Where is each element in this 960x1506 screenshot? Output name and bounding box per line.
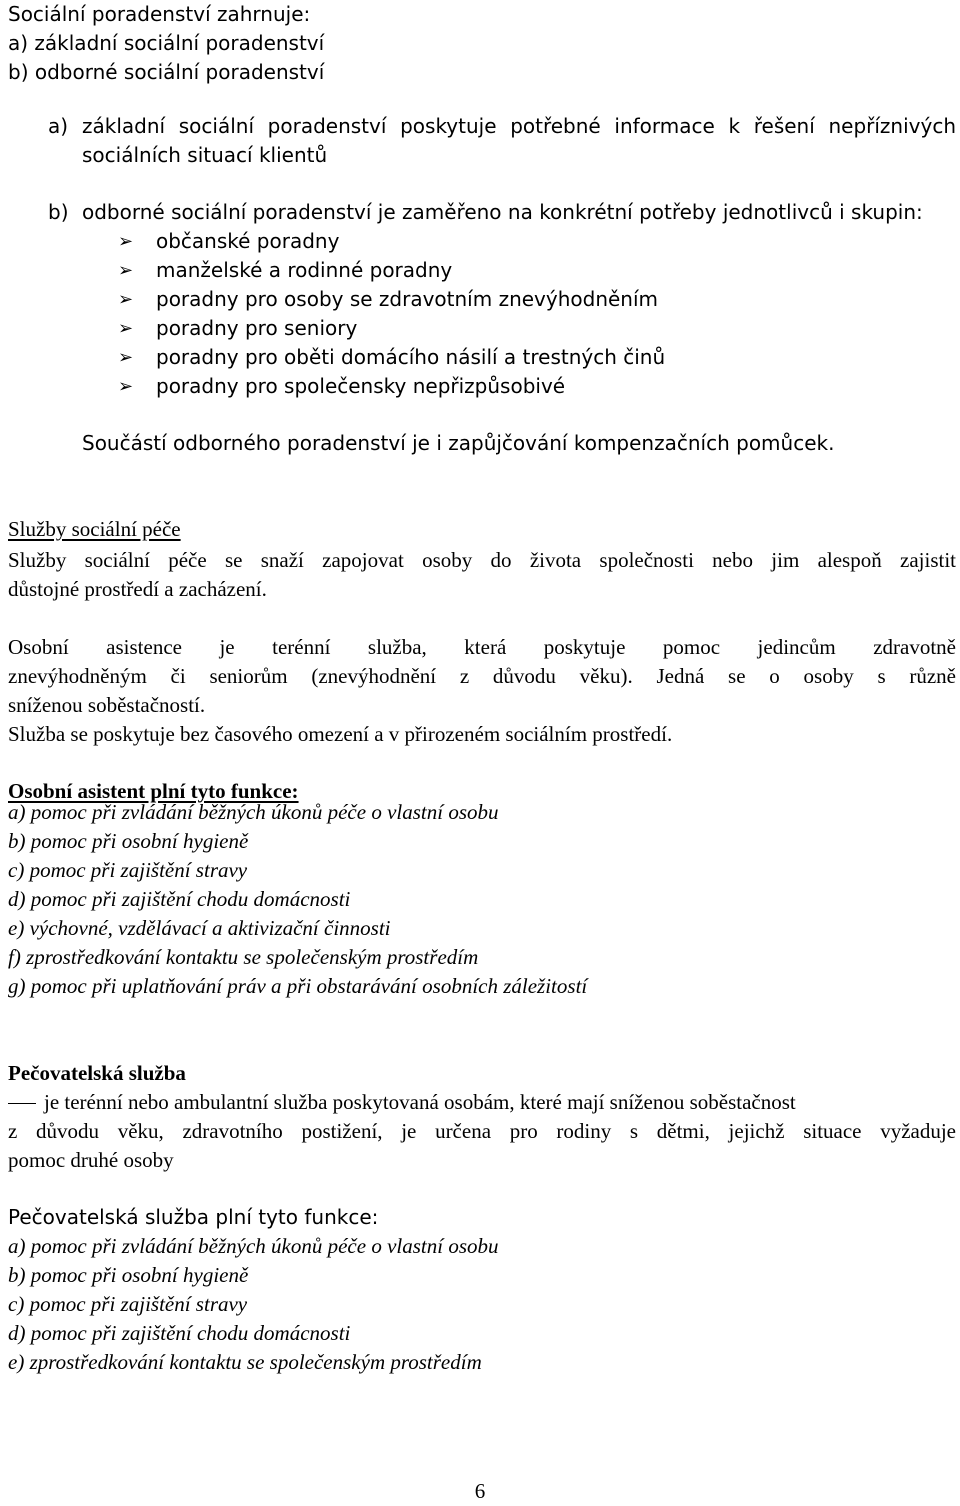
list-item: a) pomoc při zvládání běžných úkonů péče o vlastní osobu: [8, 1234, 499, 1258]
page-number: 6: [474, 1479, 486, 1503]
arrowhead-bullet-icon: ➢: [118, 289, 134, 309]
list-item: a) pomoc při zvládání běžných úkonů péče o vlastní osobu: [8, 800, 499, 824]
care-services-line-1: Služby sociální péče se snaží zapojovat osoby do života společnosti nebo jim alespoň zajistit: [8, 548, 956, 572]
arrowhead-bullet-icon: ➢: [118, 231, 134, 251]
list-item: d) pomoc při zajištění chodu domácnosti: [8, 1321, 351, 1345]
basic-line-2: sociálních situací klientů: [82, 143, 328, 167]
list-item: poradny pro osoby se zdravotním znevýhodněním: [156, 287, 659, 311]
intro-item-a: a) základní sociální poradenství: [8, 31, 325, 55]
list-item: e) zprostředkování kontaktu se společenským prostředím: [8, 1350, 482, 1374]
list-item: poradny pro seniory: [156, 316, 358, 340]
list-item: d) pomoc při zajištění chodu domácnosti: [8, 887, 351, 911]
list-item: b) pomoc při osobní hygieně: [8, 1263, 249, 1287]
care-services-heading: Služby sociální péče: [8, 517, 181, 541]
care-service-line-1: [8, 1088, 956, 1117]
arrowhead-bullet-icon: ➢: [118, 318, 134, 338]
care-service-line-1-text: je terénní nebo ambulantní služba poskytovaná osobám, které mají sníženou soběstačnost: [44, 1090, 796, 1114]
arrowhead-bullet-icon: ➢: [118, 376, 134, 396]
professional-note: Součástí odborného poradenství je i zapůjčování kompenzačních pomůcek.: [82, 431, 835, 455]
assistance-line-4: Služba se poskytuje bez časového omezení a v přirozeném sociálním prostředí.: [8, 722, 673, 746]
care-services-line-2: důstojné prostředí a zacházení.: [8, 577, 267, 601]
list-item: manželské a rodinné poradny: [156, 258, 453, 282]
basic-label: a): [48, 114, 69, 138]
assistant-functions-heading: Osobní asistent plní tyto funkce:: [8, 779, 299, 803]
list-item: c) pomoc při zajištění stravy: [8, 858, 248, 882]
arrowhead-bullet-icon: ➢: [118, 347, 134, 367]
list-item: c) pomoc při zajištění stravy: [8, 1292, 248, 1316]
assistance-line-1: Osobní asistence je terénní služba, která poskytuje pomoc jedincům zdravotně: [8, 635, 956, 659]
list-item: občanské poradny: [156, 229, 340, 253]
professional-line-1: odborné sociální poradenství je zaměřeno na konkrétní potřeby jednotlivců i skupin:: [82, 200, 923, 224]
care-service-line-2: z důvodu věku, zdravotního postižení, je určena pro rodiny s dětmi, jejichž situace vyžaduje: [8, 1119, 956, 1143]
list-item: f) zprostředkování kontaktu se společenským prostředím: [8, 945, 479, 969]
assistance-line-2: znevýhodněným či seniorům (znevýhodnění z důvodu věku). Jedná se o osoby s různě: [8, 664, 956, 688]
intro-title: Sociální poradenství zahrnuje:: [8, 2, 311, 26]
list-item: e) výchovné, vzdělávací a aktivizační činnosti: [8, 916, 391, 940]
care-service-functions-heading: Pečovatelská služba plní tyto funkce:: [8, 1205, 379, 1229]
assistance-line-3: sníženou soběstačností.: [8, 693, 206, 717]
professional-label: b): [48, 200, 69, 224]
list-item: b) pomoc při osobní hygieně: [8, 829, 249, 853]
dash-icon: [8, 1103, 36, 1104]
care-service-line-3: pomoc druhé osoby: [8, 1148, 174, 1172]
list-item: g) pomoc při uplatňování práv a při obstarávání osobních záležitostí: [8, 974, 588, 998]
basic-line-1: základní sociální poradenství poskytuje potřebné informace k řešení nepříznivých: [82, 114, 956, 138]
list-item: poradny pro oběti domácího násilí a trestných činů: [156, 345, 666, 369]
intro-item-b: b) odborné sociální poradenství: [8, 60, 325, 84]
arrowhead-bullet-icon: ➢: [118, 260, 134, 280]
care-service-heading: Pečovatelská služba: [8, 1061, 186, 1085]
list-item: poradny pro společensky nepřizpůsobivé: [156, 374, 566, 398]
